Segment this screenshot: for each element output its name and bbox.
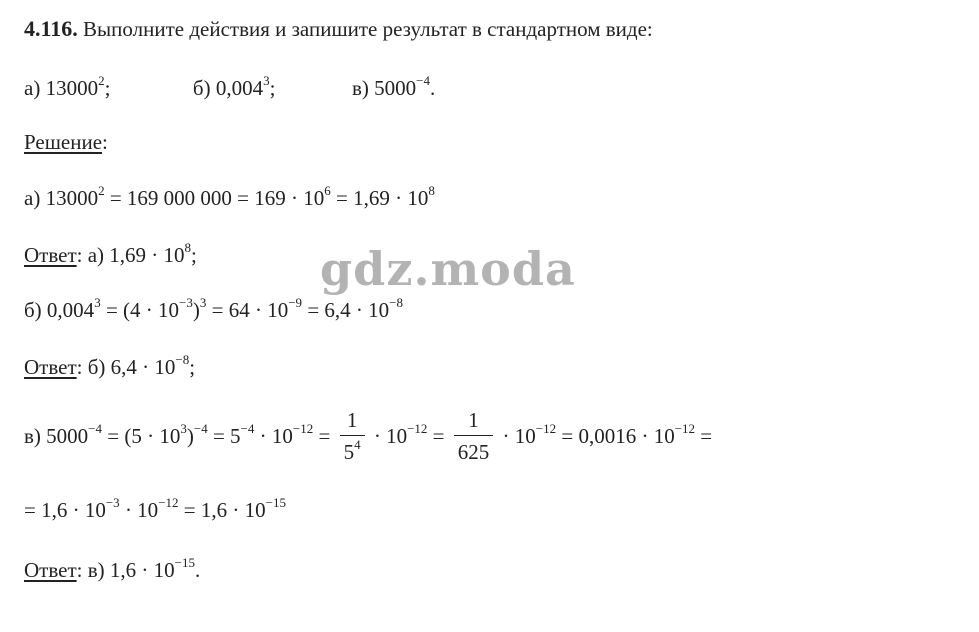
task-number: 4.116. — [24, 16, 78, 41]
fraction-1-over-5-pow-4: $\frac{1}{5^4}$ — [340, 410, 365, 463]
answer-b: Ответ: б) $6,4 \cdot 10^{-8}$; — [24, 352, 196, 379]
solution-line-c: в) $5000^{-4} = (5 \cdot 10^3)^{-4} = 5^{-4} \cdot 10^{-12}$ = $\frac{1}{5^4}$ · $10^{-12}$ = $\frac{1}{625}$ · $10^{-12} = 0,0016 \cdot 10^{-12}$ = — [24, 408, 713, 464]
task-items — [24, 73, 436, 100]
answer-a: Ответ: а) $1,69 \cdot 10^8$; — [24, 240, 197, 267]
task-text: Выполните действия и запишите результат в стандартном виде: — [83, 17, 653, 41]
task-header — [24, 18, 653, 40]
solution-line-b: б) $0,004^3 = (4 \cdot 10^{-3})^3 = 64 \cdot 10^{-9} = 6,4 \cdot 10^{-8}$ — [24, 295, 403, 322]
solution-line-a: а) $13000^2 = 169$ 000 $000 = 169 \cdot 10^6 = 1,69 \cdot 10^8$ — [24, 183, 435, 210]
item-b: б) 0,004$^3$; — [192, 73, 276, 100]
solution-line-c2: = $1,6 \cdot 10^{-3} \cdot 10^{-12} = 1,6 \cdot 10^{-15}$ — [24, 495, 286, 522]
solution-heading: Решение: — [24, 130, 108, 154]
watermark-logo: gdz.moda — [320, 242, 576, 296]
fraction-1-over-625: $\frac{1}{625}$ — [454, 410, 494, 463]
item-c: в) $5000^{-4}$. — [351, 73, 436, 100]
item-a: а) 13000$^2$; — [24, 73, 111, 100]
answer-c: Ответ: в) $1,6 \cdot 10^{-15}$. — [24, 555, 201, 582]
